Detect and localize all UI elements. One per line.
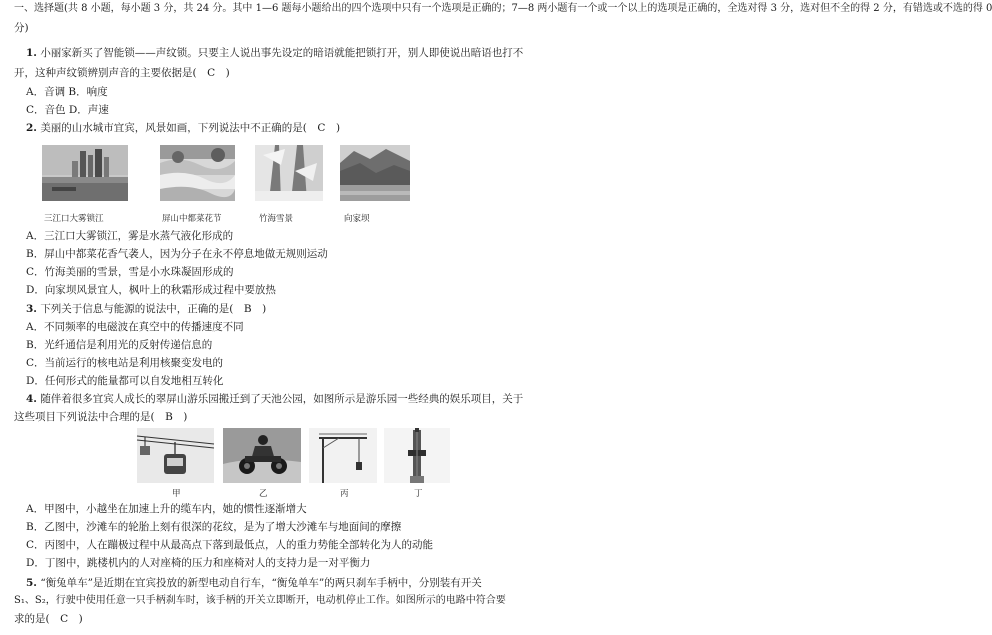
photo-cable-car — [137, 428, 214, 483]
q2-caption-3: 竹海雪景 — [259, 214, 294, 224]
q4-caption-ding: 丁 — [414, 489, 423, 499]
photo-sanjiangkou-fog — [42, 145, 128, 201]
q5-number: 5. — [26, 577, 37, 589]
q5-text-1: “衡兔单车”是近期在宜宾投放的新型电动自行车，“衡兔单车”的两只刹车手柄中，分别装有开关 — [40, 577, 482, 589]
q3-option-d: D．任何形式的能量都可以自发地相互转化 — [26, 375, 224, 387]
q2-option-d: D．向家坝风景宜人，枫叶上的秋霜形成过程中要放热 — [26, 284, 276, 296]
q4-caption-jia: 甲 — [172, 489, 181, 499]
photo-pingshan-flowers — [160, 145, 235, 201]
photo-xiangjiaba — [340, 145, 410, 201]
photo-bamboo-snow — [255, 145, 323, 201]
q3-option-a: A．不同频率的电磁波在真空中的传播速度不同 — [26, 321, 244, 333]
q2-caption-2: 屏山中都菜花节 — [162, 214, 222, 224]
q4-stem-line1 — [26, 392, 523, 406]
q3-option-b: B．光纤通信是利用光的反射传递信息的 — [26, 339, 213, 351]
q4-stem-line2: 这些项目下列说法中合理的是( B ) — [14, 411, 188, 423]
q4-option-a: A．甲图中，小越坐在加速上升的缆车内，她的惯性逐渐增大 — [26, 503, 307, 515]
q3-option-c: C．当前运行的核电站是利用核聚变发电的 — [26, 357, 224, 369]
q1-option-cd: C．音色 D．声速 — [26, 104, 109, 116]
photo-drop-tower — [384, 428, 450, 483]
photo-bungee-crane — [309, 428, 377, 483]
q3-text: 下列关于信息与能源的说法中，正确的是( B ) — [40, 303, 267, 315]
q4-option-d: D．丁图中，跳楼机内的人对座椅的压力和座椅对人的支持力是一对平衡力 — [26, 557, 371, 569]
q2-stem — [26, 121, 340, 135]
photo-beach-buggy — [223, 428, 301, 483]
q2-number: 2. — [26, 122, 37, 134]
section-header-line2: 分) — [14, 22, 29, 34]
q1-number: 1. — [26, 47, 37, 59]
q1-text-1: 小丽家新买了智能锁——声纹锁。只要主人说出事先设定的暗语就能把锁打开，别人即使说出暗语也打不 — [40, 47, 524, 59]
q4-caption-bing: 丙 — [340, 489, 349, 499]
section-header-line1: 一、选择题(共 8 小题，每小题 3 分，共 24 分。其中 1—6 题每小题给出的四个选项中只有一个选项是正确的；7—8 两小题有一个或一个以上的选项是正确的，全选对得 3 分，选对但不全的得 2 分，有错选或不选的得 0 — [14, 3, 992, 14]
q2-caption-4: 向家坝 — [344, 214, 370, 224]
q2-text: 美丽的山水城市宜宾，风景如画，下列说法中不正确的是( C ) — [40, 122, 341, 134]
q2-caption-1: 三江口大雾锁江 — [44, 214, 104, 224]
q2-option-a: A．三江口大雾锁江，雾是水蒸气液化形成的 — [26, 230, 234, 242]
q4-number: 4. — [26, 393, 37, 405]
q4-option-c: C．丙图中，人在蹦极过程中从最高点下落到最低点，人的重力势能全部转化为人的动能 — [26, 539, 434, 551]
q1-option-ab: A．音调 B．响度 — [26, 86, 108, 98]
q1-stem-line1 — [26, 46, 523, 60]
q3-stem — [26, 302, 266, 316]
q4-text-1: 随伴着很多宜宾人成长的翠屏山游乐园搬迁到了天池公园，如图所示是游乐园一些经典的娱乐项目，关于 — [40, 393, 524, 405]
q5-stem-line1 — [26, 576, 482, 590]
q5-stem-line3: 求的是( C ) — [14, 613, 83, 625]
q4-caption-yi: 乙 — [259, 489, 268, 499]
q2-option-b: B．屏山中都菜花香气袭人，因为分子在永不停息地做无规则运动 — [26, 248, 328, 260]
q4-option-b: B．乙图中，沙滩车的轮胎上刻有很深的花纹，是为了增大沙滩车与地面间的摩擦 — [26, 521, 402, 533]
q5-stem-line2: S₁、S₂，行驶中使用任意一只手柄刹车时，该手柄的开关立即断开，电动机停止工作。如图所示的电路中符合要 — [14, 595, 506, 606]
q1-stem-line2: 开，这种声纹锁辨别声音的主要依据是( C ) — [14, 67, 230, 79]
q2-option-c: C．竹海美丽的雪景，雪是小水珠凝固形成的 — [26, 266, 234, 278]
q3-number: 3. — [26, 303, 37, 315]
